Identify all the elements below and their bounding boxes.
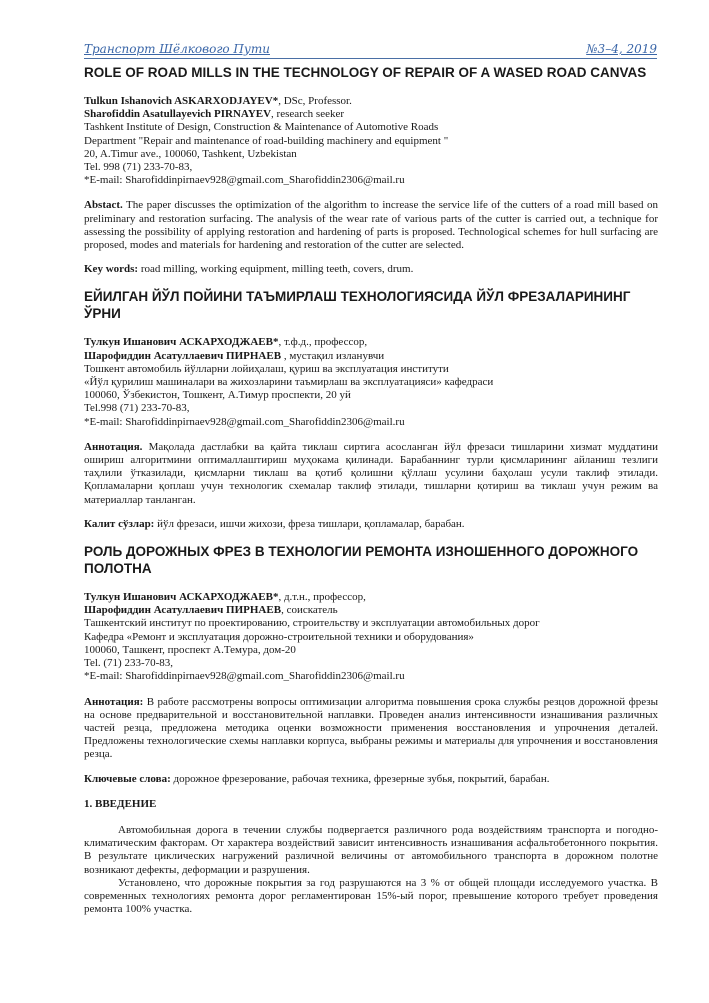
journal-name: Транспорт Шёлкового Пути	[84, 42, 270, 56]
keywords-label: Ключевые слова:	[84, 772, 171, 785]
section-heading-introduction: 1. ВВЕДЕНИЕ	[84, 797, 157, 810]
keywords-label: Key words:	[84, 263, 139, 276]
author-1	[84, 336, 658, 349]
abstract-en	[84, 199, 658, 252]
address: 100060, Ўзбекистон, Тошкент, А.Тимур проспекти, 20 уй	[84, 389, 351, 402]
department: «Йўл қурилиш машиналари ва жихозларини таъмирлаш ва эксплуатацияси» кафедраси	[84, 376, 494, 389]
keywords-text: дорожное фрезерование, рабочая техника, фрезерные зубья, покрытий, барабан.	[170, 772, 550, 785]
email: *E-mail: Sharofiddinpirnaev928@gmail.com_Sharofiddin2306@mail.ru	[84, 670, 405, 683]
introduction-body	[84, 824, 658, 916]
abstract-text: Мақолада дастлабки ва қайта тиклаш сиртига асосланган йўл фрезаси тишларини хизмат муддатини ошириш алгоритмини оптималлаштириш муҳокама қилинади. Барабаннинг турли қисмларининг айланиш тезлиги таҳлили ўтказилади, қисмларни тиклаш ва қотиб қолишни қўллаш усулини баҳолаш усули таклиф этилади. Қопламаларни қоплаш учун технологик схемалар таклиф этилади, тишларни қотириш ва тиклаш учун режим ва материаллар танланган.	[84, 440, 658, 506]
authors-uz	[84, 336, 658, 428]
author-1	[84, 591, 658, 604]
title-uz: ЕЙИЛГАН ЙЎЛ ПОЙИНИ ТАЪМИРЛАШ ТЕХНОЛОГИЯСИДА ЙЎЛ ФРЕЗАЛАРИНИНГ ЎРНИ	[84, 289, 631, 322]
author-1-role: , т.ф.д., профессор,	[278, 336, 368, 349]
keywords-uz	[84, 518, 658, 531]
address: 20, A.Timur ave., 100060, Tashkent, Uzbekistan	[84, 147, 297, 160]
author-2	[84, 350, 658, 363]
running-header	[84, 42, 657, 59]
keywords-text: road milling, working equipment, milling teeth, covers, drum.	[138, 263, 414, 276]
telephone: Tel. 998 (71) 233-70-83,	[84, 161, 193, 174]
abstract-uz	[84, 441, 658, 507]
author-2-role: , соискатель	[281, 604, 338, 617]
title-en: ROLE OF ROAD MILLS IN THE TECHNOLOGY OF REPAIR OF A WASED ROAD CANVAS	[84, 65, 647, 80]
author-1-name: Тулкун Ишанович АСКАРХОДЖАЕВ*	[84, 336, 279, 349]
keywords-label: Калит сўзлар:	[84, 517, 155, 530]
authors-ru	[84, 591, 658, 683]
keywords-text: йўл фрезаси, ишчи жихози, фреза тишлари, қопламалар, барабан.	[154, 517, 465, 530]
abstract-label: Abstact.	[84, 199, 123, 212]
email: *E-mail: Sharofiddinpirnaev928@gmail.com_Sharofiddin2306@mail.ru	[84, 174, 405, 187]
department: Кафедра «Ремонт и эксплуатация дорожно-строительной техники и оборудования»	[84, 630, 474, 643]
author-2-name: Шарофиддин Асатуллаевич ПИРНАЕВ	[84, 349, 282, 362]
abstract-label: Аннотация.	[84, 440, 143, 453]
institute: Ташкентский институт по проектированию, строительству и эксплуатации автомобильных дорог	[84, 617, 540, 630]
paragraph: Установлено, что дорожные покрытия за год разрушаются на 3 % от общей площади исследуемого участка. В современных технологиях ремонта дорог регламентирован 15%-ый порог, превышение которого требует проведения ремонта 100% участка.	[84, 876, 658, 916]
issue-number: №3–4, 2019	[586, 42, 657, 56]
author-2-name: Sharofiddin Asatullayevich PIRNAYEV	[84, 108, 272, 121]
institute: Тошкент автомобиль йўлларни лойиҳалаш, қуриш ва эксплуатация институти	[84, 362, 449, 375]
article-content	[84, 64, 658, 916]
author-2	[84, 604, 658, 617]
address: 100060, Ташкент, проспект А.Темура, дом-20	[84, 643, 296, 656]
abstract-text: The paper discusses the optimization of the algorithm to increase the service life of the cutters of a road mill based on preliminary and restoration surfacing. The analysis of the wear rate of various parts of the cutter is carried out, a technique for assessing the possibility of applying restoration and hardening of parts is proposed. Technological schemes for hull surfacing are proposed, modes and materials for hardening and restoration of the cutter are selected.	[84, 199, 658, 252]
author-1-role: , DSc, Professor.	[278, 95, 352, 107]
department: Department "Repair and maintenance of road-building machinery and equipment "	[84, 134, 449, 147]
author-1-role: , д.т.н., профессор,	[278, 591, 366, 604]
email: *E-mail: Sharofiddinpirnaev928@gmail.com_Sharofiddin2306@mail.ru	[84, 415, 405, 428]
institute: Tashkent Institute of Design, Construction & Maintenance of Automotive Roads	[84, 121, 439, 134]
abstract-text: В работе рассмотрены вопросы оптимизации алгоритма повышения срока службы резцов дорожной фрезы на основе предварительной и восстановительной наплавки. Проведен анализ интенсивности изнашивания различных частей резца, предложена методика оценки возможности применения восстановления и упрочнения деталей. Предложены технологические схемы наплавки корпуса, выбраны режимы и материалы для упрочнения и восстановления резца.	[84, 695, 658, 761]
paragraph: Автомобильная дорога в течении службы подвергается различного рода воздействиям транспорта и погодно-климатическим факторам. От характера воздействий зависит интенсивность изнашивания асфальтобетонного покрытия. В результате циклических нагружений различной величины от автомобильного транспорта в дорожном полотне возникают дефекты, деформации и разрушения.	[84, 823, 658, 876]
author-2-role: , мустақил изланувчи	[281, 349, 385, 362]
keywords-en	[84, 263, 658, 276]
author-1-name: Tulkun Ishanovich ASKARXODJAYEV*	[84, 95, 279, 107]
author-1-name: Тулкун Ишанович АСКАРХОДЖАЕВ*	[84, 591, 279, 604]
author-1	[84, 95, 658, 108]
authors-en	[84, 95, 658, 187]
author-2	[84, 108, 658, 121]
author-2-role: , research seeker	[271, 108, 345, 121]
abstract-ru	[84, 696, 658, 762]
title-ru: РОЛЬ ДОРОЖНЫХ ФРЕЗ В ТЕХНОЛОГИИ РЕМОНТА ИЗНОШЕННОГО ДОРОЖНОГО ПОЛОТНА	[84, 544, 639, 577]
telephone: Tel.998 (71) 233-70-83,	[84, 402, 190, 415]
telephone: Tel. (71) 233-70-83,	[84, 657, 174, 670]
keywords-ru	[84, 773, 658, 786]
author-2-name: Шарофиддин Асатуллаевич ПИРНАЕВ	[84, 604, 282, 617]
abstract-label: Аннотация:	[84, 695, 144, 708]
